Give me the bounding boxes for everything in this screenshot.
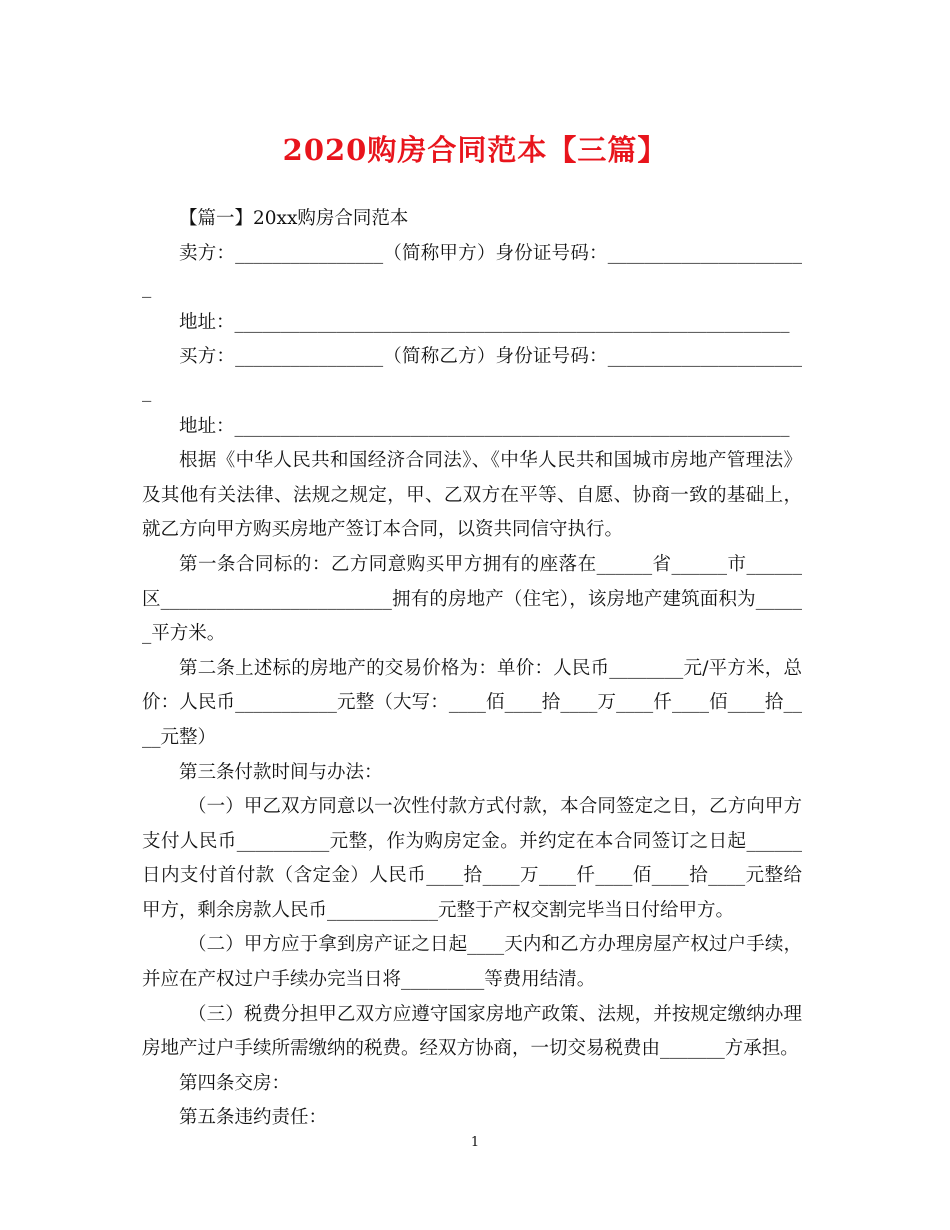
- article-four-heading: 第四条交房：: [179, 1072, 291, 1094]
- article-one-paragraph: 第一条合同标的：乙方同意购买甲方拥有的座落在______省______市______区_________________________拥有的房地产（住宅），该房地产建筑面积为______平方米。: [142, 553, 802, 645]
- article-five-heading: 第五条违约责任：: [179, 1107, 328, 1129]
- buyer-address-line: 地址：____________________________________________________________: [179, 415, 790, 437]
- article-two-paragraph: 第二条上述标的房地产的交易价格为：单价：人民币________元/平方米，总价：人民币___________元整（大写：____佰____拾____万____仟____佰____拾____元整）: [142, 657, 802, 748]
- article-three-clause-three: （三）税费分担甲乙双方应遵守国家房地产政策、法规，并按规定缴纳办理房地产过户手续所需缴纳的税费。经双方协商，一切交易税费由_______方承担。: [142, 1003, 802, 1060]
- seller-address-line: 地址：____________________________________________________________: [179, 311, 790, 333]
- preamble-paragraph: 根据《中华人民共和国经济合同法》、《中华人民共和国城市房地产管理法》及其他有关法律、法规之规定，甲、乙双方在平等、自愿、协商一致的基础上，就乙方向甲方购买房地产签订本合同，以资共同信守执行。: [142, 450, 802, 541]
- buyer-info-line: 买方：________________（简称乙方）身份证号码：______________________: [142, 346, 802, 402]
- seller-info-line: 卖方：________________（简称甲方）身份证号码：______________________: [142, 242, 802, 299]
- document-title: 2020购房合同范本【三篇】: [282, 133, 668, 167]
- document-body: [142, 202, 802, 1136]
- article-three-clause-two: （二）甲方应于拿到房产证之日起____天内和乙方办理房屋产权过户手续，并应在产权过户手续办完当日将_________等费用结清。: [142, 934, 802, 991]
- article-three-heading: 第三条付款时间与办法：: [179, 761, 383, 783]
- section-heading-part-one: 【篇一】20xx购房合同范本: [179, 208, 409, 229]
- page-number: 1: [470, 1135, 480, 1150]
- article-three-clause-one: （一）甲乙双方同意以一次性付款方式付款，本合同签定之日，乙方向甲方支付人民币__________元整，作为购房定金。并约定在本合同签订之日起______日内支付首付款（含定金）人民币____拾____万____仟____佰____拾____元整给甲方，剩余房款人民币____________元整于产权交割完毕当日付给甲方。: [142, 796, 802, 921]
